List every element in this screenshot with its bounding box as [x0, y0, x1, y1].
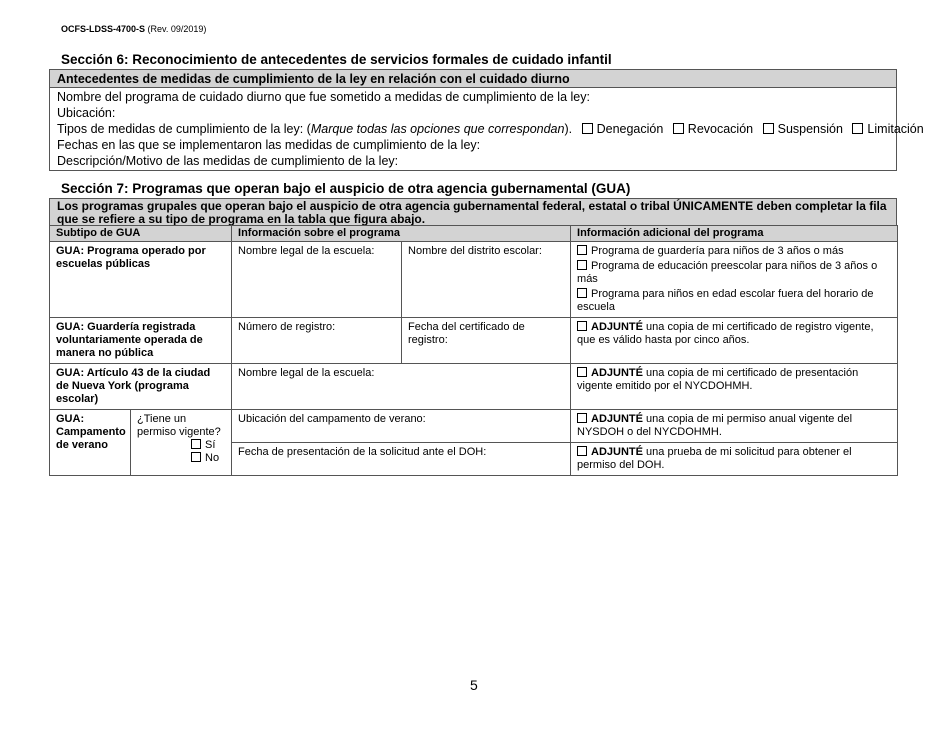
row1-subtype: GUA: Programa operado por escuelas públicas	[50, 242, 232, 318]
table-row	[50, 318, 898, 364]
table-header	[50, 226, 898, 242]
suspension-checkbox[interactable]	[763, 123, 774, 134]
revocation-checkbox[interactable]	[673, 123, 684, 134]
row3-school-name-field[interactable]: Nombre legal de la escuela:	[232, 364, 571, 410]
table-row	[50, 364, 898, 410]
enforcement-types: Tipos de medidas de cumplimiento de la ley: (Marque todas las opciones que correspondan). Denegación Revocación Suspensión Limitación	[57, 122, 924, 136]
location-field[interactable]: Ubicación:	[57, 106, 116, 120]
col-subtype: Subtipo de GUA	[50, 226, 232, 242]
doh-date-field[interactable]: Fecha de presentación de la solicitud ante el DOH:	[232, 443, 571, 476]
gua-table	[49, 225, 898, 476]
row4-subtype: GUA: Campamento de verano	[50, 410, 131, 476]
camp-location-field[interactable]: Ubicación del campamento de verano:	[232, 410, 571, 443]
school-district-field[interactable]: Nombre del distrito escolar:	[402, 242, 571, 318]
table-row	[50, 410, 898, 443]
attach-registration-checkbox[interactable]	[577, 321, 587, 331]
attach-permit-checkbox[interactable]	[577, 413, 587, 423]
attach-filing-checkbox[interactable]	[577, 367, 587, 377]
section6-header: Antecedentes de medidas de cumplimiento de la ley en relación con el cuidado diurno	[49, 69, 897, 88]
attach-application-checkbox[interactable]	[577, 446, 587, 456]
section7-intro: Los programas grupales que operan bajo el auspicio de otra agencia gubernamental federal, estatal o tribal ÚNICAMENTE deben completar la fila que se refiere a su tipo de programa en la tabla que figura abajo.	[49, 198, 897, 226]
section7-title: Sección 7: Programas que operan bajo el auspicio de otra agencia gubernamental (GUA)	[61, 181, 631, 196]
denial-checkbox[interactable]	[582, 123, 593, 134]
school-name-field[interactable]: Nombre legal de la escuela:	[232, 242, 402, 318]
row2-subtype: GUA: Guardería registrada voluntariamente operada de manera no pública	[50, 318, 232, 364]
permit-no-checkbox[interactable]	[191, 452, 201, 462]
preschool-checkbox[interactable]	[577, 260, 587, 270]
limitation-checkbox[interactable]	[852, 123, 863, 134]
col-info: Información sobre el programa	[232, 226, 571, 242]
description-field[interactable]: Descripción/Motivo de las medidas de cumplimiento de la ley:	[57, 154, 399, 168]
page-number: 5	[470, 677, 478, 693]
form-code: OCFS-LDSS-4700-S (Rev. 09/2019)	[61, 24, 207, 34]
certificate-date-field[interactable]: Fecha del certificado de registro:	[402, 318, 571, 364]
permit-yes-checkbox[interactable]	[191, 439, 201, 449]
daycare-3plus-checkbox[interactable]	[577, 245, 587, 255]
section6-body	[49, 87, 924, 171]
row4-attach: ADJUNTÉ una copia de mi permiso anual vigente del NYSDOH o del NYCDOHMH.	[571, 410, 898, 443]
row3-attach: ADJUNTÉ una copia de mi certificado de presentación vigente emitido por el NYCDOHMH.	[571, 364, 898, 410]
row1-options: Programa de guardería para niños de 3 años o más Programa de educación preescolar para niños de 3 años o más Programa para niños en edad escolar fuera del horario de escuela	[571, 242, 898, 318]
row3-subtype: GUA: Artículo 43 de la ciudad de Nueva York (programa escolar)	[50, 364, 232, 410]
row2-attach: ADJUNTÉ una copia de mi certificado de registro vigente, que es válido hasta por cinco años.	[571, 318, 898, 364]
registration-number-field[interactable]: Número de registro:	[232, 318, 402, 364]
school-age-checkbox[interactable]	[577, 288, 587, 298]
col-extra: Información adicional del programa	[571, 226, 898, 242]
program-name-field[interactable]: Nombre del programa de cuidado diurno que fue sometido a medidas de cumplimiento de la ley:	[57, 90, 590, 104]
permit-question: ¿Tiene un permiso vigente? Sí No	[131, 410, 232, 476]
table-row	[50, 242, 898, 318]
dates-field[interactable]: Fechas en las que se implementaron las medidas de cumplimiento de la ley:	[57, 138, 481, 152]
row4-attach2: ADJUNTÉ una prueba de mi solicitud para obtener el permiso del DOH.	[571, 443, 898, 476]
section6-title: Sección 6: Reconocimiento de antecedentes de servicios formales de cuidado infantil	[61, 52, 612, 67]
